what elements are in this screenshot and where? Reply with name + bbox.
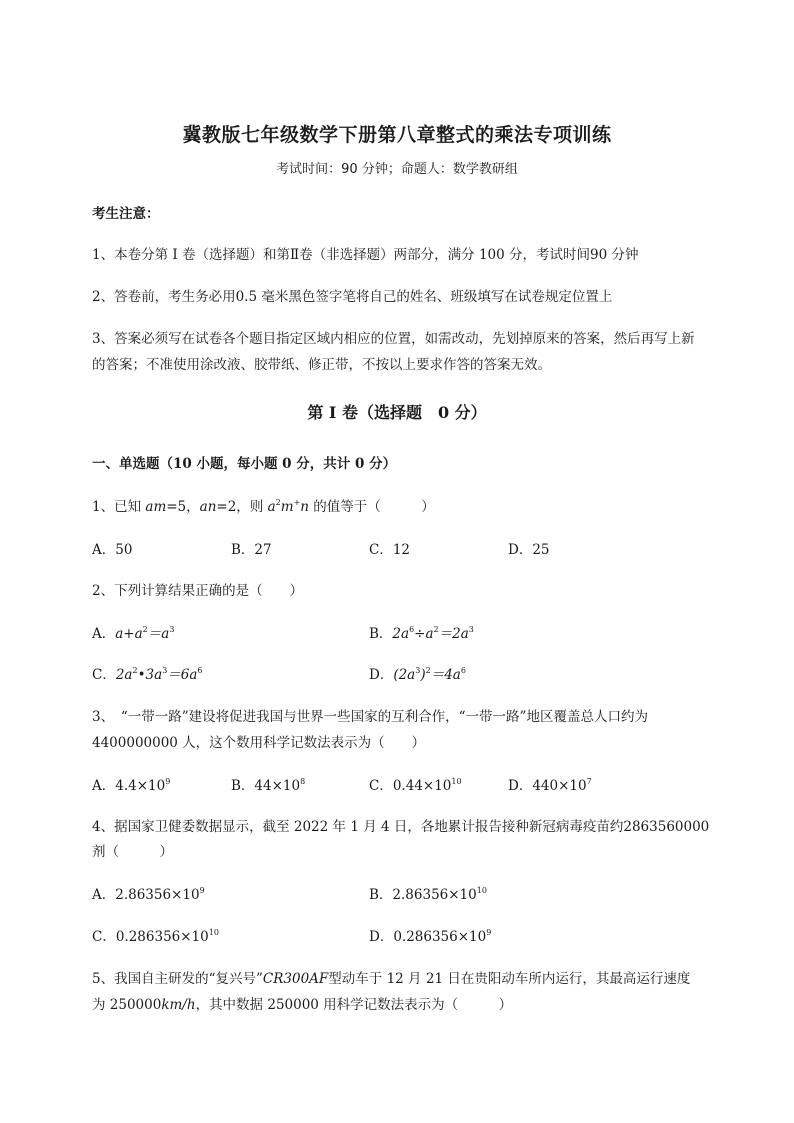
q4-option-d: D．$0.286356\times 10^9$ <box>369 928 492 945</box>
exam-title: 冀教版七年级数学下册第八章整式的乘法专项训练 <box>182 124 612 146</box>
question-4-stem-line-1: 4、据国家卫健委数据显示，截至 2022 年 1 月 4 日，各地累计报告接种新冠病毒疫苗约2863560000 <box>92 819 710 835</box>
q2-option-d: D．$(2a^3)^2=4a^6$ <box>369 666 466 683</box>
q1-option-d: D．25 <box>508 542 550 558</box>
exam-subtitle: 考试时间：90 分钟；命题人：数学教研组 <box>276 162 518 177</box>
notice-item-3-cont: 的答案；不准使用涂改液、胶带纸、修正带，不按以上要求作答的答案无效。 <box>92 357 551 373</box>
q3-option-d: D．$440\times 10^7$ <box>508 777 592 794</box>
q4-option-c: C．$0.286356\times 10^{10}$ <box>92 928 219 945</box>
notice-item-1: 1、本卷分第 I 卷（选择题）和第Ⅱ卷（非选择题）两部分，满分 100 分，考试时间90 分钟 <box>92 247 639 263</box>
part-heading: 一、单选题（10 小题，每小题 0 分，共计 0 分） <box>92 456 397 472</box>
question-1-stem: 1、已知 am=5，an=2，则 $a^2m^+n$ 的值等于（ ） <box>92 498 435 515</box>
q4-option-a: A．$2.86356\times 10^9$ <box>92 886 205 903</box>
q3-option-c: C．$0.44\times 10^{10}$ <box>369 777 462 794</box>
q1-option-c: C．12 <box>369 542 411 558</box>
question-4-stem-line-2: 剂（ ） <box>92 844 173 860</box>
notice-item-3: 3、答案必须写在试卷各个题目指定区域内相应的位置，如需改动，先划掉原来的答案，然后再写上新 <box>92 331 695 347</box>
question-5-stem-line-2: 为 250000km/h，其中数据 250000 用科学记数法表示为（ ） <box>92 997 513 1013</box>
q1-option-b: B．27 <box>231 542 272 558</box>
q3-option-b: B．$44\times 10^8$ <box>231 777 306 794</box>
notice-item-2: 2、答卷前，考生务必用0.5 毫米黑色签字笔将自己的姓名、班级填写在试卷规定位置上 <box>92 289 613 305</box>
notice-heading: 考生注意： <box>92 206 160 222</box>
question-5-stem-line-1: 5、我国自主研发的“复兴号”CR300AF型动车于 12 月 21 日在贵阳动车所内运行，其最高运行速度 <box>92 971 691 987</box>
q2-option-c: C．$2a^2•3a^3=6a^6$ <box>92 666 203 683</box>
q4-option-b: B．$2.86356\times 10^{10}$ <box>369 886 487 903</box>
q2-option-a: A．$a+a^2=a^3$ <box>92 625 175 642</box>
question-3-stem-line-2: 4400000000 人，这个数用科学记数法表示为（ ） <box>92 735 426 751</box>
q2-option-b: B．$2a^6\div a^2=2a^3$ <box>369 625 474 642</box>
question-2-stem: 2、下列计算结果正确的是（ ） <box>92 583 304 599</box>
q3-option-a: A．$4.4\times 10^9$ <box>92 777 171 794</box>
question-3-stem-line-1: 3、 “一带一路”建设将促进我国与世界一些国家的互利合作，“一带一路”地区覆盖总人口约为 <box>92 709 648 725</box>
q1-option-a: A．50 <box>92 542 133 558</box>
section-title: 第 I 卷（选择题 0 分） <box>307 403 487 422</box>
